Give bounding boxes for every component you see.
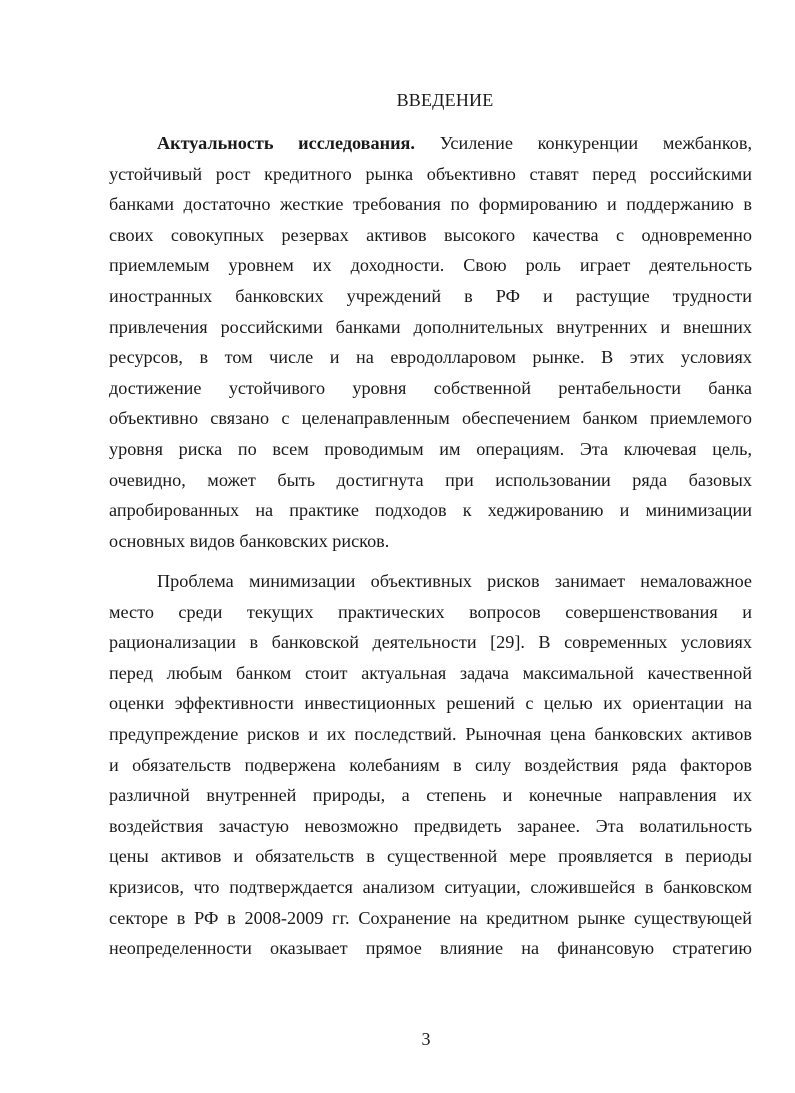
paragraph-risk-minimization xyxy=(109,566,752,964)
bold-lead-text: Актуальность исследования. xyxy=(157,133,415,153)
paragraph-line: объективно связано с целенаправленным обеспечением банком приемлемого xyxy=(109,408,752,429)
line-text: Усиление конкуренции межбанков, xyxy=(439,133,752,153)
paragraph-line: приемлемым уровнем их доходности. Свою роль играет деятельность xyxy=(109,255,752,276)
paragraph-line: кризисов, что подтверждается анализом ситуации, сложившейся в банковском xyxy=(109,876,752,897)
paragraph-line: рационализации в банковской деятельности [29]. В современных условиях xyxy=(109,632,752,653)
paragraph-relevance xyxy=(109,128,752,556)
paragraph-line: и обязательств подвержена колебаниям в силу воздействия ряда факторов xyxy=(109,754,752,775)
paragraph-line: предупреждение рисков и их последствий. Рыночная цена банковских активов xyxy=(109,723,752,744)
paragraph-line: уровня риска по всем проводимым им операциям. Эта ключевая цель, xyxy=(109,438,752,459)
section-heading: ВВЕДЕНИЕ xyxy=(396,90,494,110)
paragraph-line: воздействия зачастую невозможно предвидеть заранее. Эта волатильность xyxy=(109,815,752,836)
paragraph-line: своих совокупных резервах активов высокого качества с одновременно xyxy=(109,224,752,245)
paragraph-line: устойчивый рост кредитного рынка объективно ставят перед российскими xyxy=(109,163,752,184)
paragraph-line: привлечения российскими банками дополнительных внутренних и внешних xyxy=(109,316,752,337)
paragraph-line: оценки эффективности инвестиционных решений с целью их ориентации на xyxy=(109,693,752,714)
paragraph-line: апробированных на практике подходов к хеджированию и минимизации xyxy=(109,500,752,521)
paragraph-line: перед любым банком стоит актуальная задача максимальной качественной xyxy=(109,662,752,683)
paragraph-line: неопределенности оказывает прямое влияние на финансовую стратегию xyxy=(109,938,752,959)
paragraph-line xyxy=(109,128,752,159)
paragraph-line: цены активов и обязательств в существенной мере проявляется в периоды xyxy=(109,846,752,867)
paragraph-line: различной внутренней природы, а степень и конечные направления их xyxy=(109,785,752,806)
paragraph-line: основных видов банковских рисков. xyxy=(109,530,390,551)
paragraph-line: секторе в РФ в 2008-2009 гг. Сохранение на кредитном рынке существующей xyxy=(109,907,752,928)
page-number: 3 xyxy=(421,1029,431,1049)
paragraph-line: банками достаточно жесткие требования по формированию и поддержанию в xyxy=(109,194,752,215)
paragraph-line: Проблема минимизации объективных рисков занимает немаловажное xyxy=(157,571,752,591)
paragraph-line: ресурсов, в том числе и на евродолларовом рынке. В этих условиях xyxy=(109,347,752,368)
paragraph-line: иностранных банковских учреждений в РФ и растущие трудности xyxy=(109,285,752,306)
paragraph-line: место среди текущих практических вопросов совершенствования и xyxy=(109,601,752,622)
paragraph-line: очевидно, может быть достигнута при использовании ряда базовых xyxy=(109,469,752,490)
paragraph-line: достижение устойчивого уровня собственной рентабельности банка xyxy=(109,377,752,398)
